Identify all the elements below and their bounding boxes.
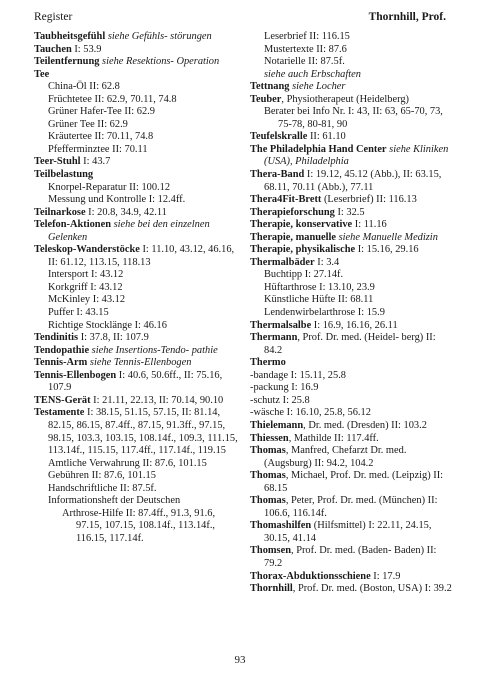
index-term: Thomashilfen bbox=[250, 520, 312, 532]
index-entry bbox=[250, 257, 456, 270]
index-locators: Intersport I: 43.12 bbox=[48, 269, 124, 281]
index-entry bbox=[34, 194, 240, 207]
index-entry bbox=[34, 470, 240, 483]
cross-reference: siehe Kliniken (USA), Philadelphia bbox=[264, 143, 449, 168]
index-term: Testamente bbox=[34, 407, 85, 419]
index-locators: Korkgriff I: 43.12 bbox=[48, 281, 123, 293]
index-locators: China-Öl II: 62.8 bbox=[48, 81, 120, 93]
index-entry bbox=[34, 370, 240, 395]
index-term: Tendopathie bbox=[34, 344, 90, 356]
index-entry bbox=[250, 307, 456, 320]
index-entry bbox=[250, 69, 456, 82]
index-term: Thermalsalbe bbox=[250, 319, 312, 331]
cross-reference: siehe bei den einzelnen Gelenken bbox=[48, 219, 210, 243]
index-locators: (Hilfsmittel) I: 22.11, 24.15, 30.15, 41.14 bbox=[264, 520, 432, 544]
index-locators: I: 43.7 bbox=[80, 156, 111, 168]
index-locators: I: 11.16 bbox=[352, 219, 387, 231]
index-entry bbox=[250, 81, 456, 94]
index-locators: Notarielle II: 87.5f. bbox=[264, 56, 345, 68]
index-term: Therapie, konservative bbox=[250, 219, 353, 231]
index-term: Telefon-Aktionen bbox=[34, 219, 111, 231]
index-locators: I: 3.4 bbox=[314, 256, 340, 268]
index-entry bbox=[250, 194, 456, 207]
index-entry bbox=[250, 106, 456, 131]
index-locators: Informationsheft der Deutschen bbox=[48, 495, 181, 507]
index-entry bbox=[34, 119, 240, 132]
index-entry bbox=[250, 332, 456, 357]
index-locators: , Mathilde II: 117.4ff. bbox=[288, 432, 379, 444]
index-term: Thomas bbox=[250, 470, 286, 482]
index-term: Tettnang bbox=[250, 81, 290, 93]
index-locators: I: 16.9, 16.16, 26.11 bbox=[311, 319, 398, 331]
index-locators: I: 21.11, 22.13, II: 70.14, 90.10 bbox=[90, 394, 224, 406]
index-locators: Grüner Tee II: 62.9 bbox=[48, 118, 128, 130]
index-locators: Puffer I: 43.15 bbox=[48, 307, 109, 319]
running-head-right: Thornhill, Prof. bbox=[368, 11, 446, 23]
index-term: Teilbelastung bbox=[34, 169, 94, 181]
index-entry bbox=[34, 269, 240, 282]
index-entry bbox=[250, 520, 456, 545]
index-locators: I: 19.12, 45.12 (Abb.), II: 63.15, 68.11, 70.11 (Abb.), 77.11 bbox=[264, 169, 442, 193]
index-entry bbox=[250, 282, 456, 295]
index-entry bbox=[34, 31, 240, 44]
index-entry bbox=[250, 131, 456, 144]
index-term: Teilnarkose bbox=[34, 206, 86, 218]
index-column-right bbox=[250, 31, 456, 596]
cross-reference: siehe Manuelle Medizin bbox=[338, 231, 438, 243]
index-entry bbox=[34, 320, 240, 333]
index-entry bbox=[34, 282, 240, 295]
index-entry bbox=[250, 571, 456, 584]
index-locators: I: 40.6, 50.6ff., II: 75.16, 107.9 bbox=[48, 369, 223, 394]
index-entry bbox=[250, 207, 456, 220]
index-entry bbox=[34, 495, 240, 508]
index-locators: I: 11.10, 43.12, 46.16, II: 61.12, 113.15, 118.13 bbox=[48, 244, 235, 268]
index-entry bbox=[34, 131, 240, 144]
index-term: Thielemann bbox=[250, 419, 304, 431]
index-entry bbox=[250, 357, 456, 370]
index-entry bbox=[250, 395, 456, 408]
index-entry bbox=[250, 56, 456, 69]
index-entry bbox=[250, 470, 456, 495]
index-entry bbox=[250, 370, 456, 383]
page-number: 93 bbox=[234, 654, 246, 666]
index-entry bbox=[250, 94, 456, 107]
index-entry bbox=[34, 508, 240, 546]
index-entry bbox=[250, 407, 456, 420]
index-entry bbox=[250, 169, 456, 194]
index-entry bbox=[34, 458, 240, 471]
index-term: Tennis-Arm bbox=[34, 357, 88, 369]
index-locators: Mustertexte II: 87.6 bbox=[264, 43, 347, 55]
index-entry bbox=[34, 182, 240, 195]
index-entry bbox=[250, 382, 456, 395]
index-locators: I: 37.8, II: 107.9 bbox=[78, 332, 149, 344]
index-locators: I: 53.9 bbox=[71, 43, 102, 55]
index-entry bbox=[34, 244, 240, 269]
index-entry bbox=[250, 495, 456, 520]
index-locators: I: 20.8, 34.9, 42.11 bbox=[85, 206, 167, 218]
index-locators: I: 38.15, 51.15, 57.15, II: 81.14, 82.15, 86.15, 87.4ff., 87.15, 91.3ff., 97.15, 98.15, 103.3, 103.15, 108.14f., 109.3, 111.15, 113.14f., 115.15, 117.4ff., 117.14f., 119.15 bbox=[48, 407, 238, 457]
index-entry bbox=[250, 144, 456, 169]
index-entry bbox=[34, 144, 240, 157]
index-entry bbox=[250, 545, 456, 570]
index-term: Teufelskralle bbox=[250, 131, 308, 143]
index-locators: Buchtipp I: 27.14f. bbox=[264, 269, 344, 281]
index-locators: Grüner Hafer-Tee II: 62.9 bbox=[48, 106, 155, 118]
index-term: Tennis-Ellenbogen bbox=[34, 369, 117, 381]
index-entry bbox=[34, 395, 240, 408]
index-entry bbox=[34, 56, 240, 69]
cross-reference: siehe Tennis-Ellenbogen bbox=[89, 357, 192, 369]
index-locators: I: 32.5 bbox=[334, 206, 365, 218]
index-term: Therapieforschung bbox=[250, 206, 335, 218]
index-locators: Amtliche Verwahrung II: 87.6, 101.15 bbox=[48, 457, 207, 469]
index-entry bbox=[34, 357, 240, 370]
index-entry bbox=[34, 94, 240, 107]
index-locators: Berater bei Info Nr. I: 43, II: 63, 65-70, 73, 75-78, 80-81, 90 bbox=[264, 106, 443, 130]
index-entry bbox=[34, 407, 240, 457]
index-entry bbox=[250, 219, 456, 232]
cross-reference: siehe auch Erbschaften bbox=[264, 68, 361, 80]
index-entry bbox=[250, 583, 456, 596]
index-locators: , Physiotherapeut (Heidelberg) bbox=[281, 93, 410, 105]
index-locators: Hüftarthrose I: 13.10, 23.9 bbox=[264, 281, 375, 293]
index-entry bbox=[250, 294, 456, 307]
index-term: Tee bbox=[34, 68, 50, 80]
index-term: Taubheitsgefühl bbox=[34, 31, 106, 42]
index-entry bbox=[34, 332, 240, 345]
index-entry bbox=[250, 31, 456, 44]
index-entry bbox=[250, 433, 456, 446]
index-entry bbox=[250, 232, 456, 245]
index-entry bbox=[34, 69, 240, 82]
page-header bbox=[34, 11, 446, 27]
index-term: Teleskop-Wanderstöcke bbox=[34, 244, 140, 256]
index-locators: , Manfred, Chefarzt Dr. med. (Augsburg) II: 94.2, 104.2 bbox=[264, 445, 407, 469]
index-column-left bbox=[34, 31, 240, 545]
index-locators: Messung und Kontrolle I: 12.4ff. bbox=[48, 194, 186, 206]
index-entry bbox=[34, 219, 240, 244]
index-term: Tauchen bbox=[34, 43, 72, 55]
index-entry bbox=[34, 81, 240, 94]
index-locators: II: 61.10 bbox=[307, 131, 346, 143]
index-entry bbox=[250, 320, 456, 333]
cross-reference: siehe Gefühls- störungen bbox=[107, 31, 212, 42]
index-term: Thomsen bbox=[250, 545, 291, 557]
index-locators: , Peter, Prof. Dr. med. (München) II: 106.6, 116.14f. bbox=[264, 495, 438, 519]
index-locators: I: 15.16, 29.16 bbox=[355, 244, 419, 256]
index-term: TENS-Gerät bbox=[34, 394, 91, 406]
index-term: Thermalbäder bbox=[250, 256, 315, 268]
index-entry bbox=[34, 207, 240, 220]
index-locators: , Prof. Dr. med. (Boston, USA) I: 39.2 bbox=[292, 583, 452, 595]
index-term: Thornhill bbox=[250, 583, 293, 595]
index-entry bbox=[250, 269, 456, 282]
index-term: Thomas bbox=[250, 495, 286, 507]
index-entry bbox=[250, 44, 456, 57]
running-head-left: Register bbox=[34, 11, 73, 23]
index-locators: Lendenwirbelarthrose I: 15.9 bbox=[264, 307, 385, 319]
index-entry bbox=[250, 445, 456, 470]
index-entry bbox=[34, 345, 240, 358]
index-locators: Früchtetee II: 62.9, 70.11, 74.8 bbox=[48, 93, 177, 105]
index-term: Thorax-Abduktionsschiene bbox=[250, 570, 371, 582]
index-locators: McKinley I: 43.12 bbox=[48, 294, 126, 306]
index-entry bbox=[250, 420, 456, 433]
index-term: Therapie, manuelle bbox=[250, 231, 337, 243]
index-locators: , Prof. Dr. med. (Heidel- berg) II: 84.2 bbox=[264, 332, 436, 356]
index-term: Thomas bbox=[250, 445, 286, 457]
index-term: Tendinitis bbox=[34, 332, 79, 344]
index-locators: (Leserbrief) II: 116.13 bbox=[321, 194, 417, 206]
index-locators: Pfefferminztee II: 70.11 bbox=[48, 143, 148, 155]
index-locators: , Michael, Prof. Dr. med. (Leipzig) II: 68.15 bbox=[264, 470, 444, 494]
index-locators: -packung I: 16.9 bbox=[250, 382, 319, 394]
index-locators: Gebühren II: 87.6, 101.15 bbox=[48, 470, 156, 482]
index-locators: Handschriftliche II: 87.5f. bbox=[48, 482, 157, 494]
index-locators: -wäsche I: 16.10, 25.8, 56.12 bbox=[250, 407, 371, 419]
index-locators: Künstliche Hüfte II: 68.11 bbox=[264, 294, 374, 306]
index-locators: , Prof. Dr. med. (Baden- Baden) II: 79.2 bbox=[264, 545, 437, 569]
index-term: The Philadelphia Hand Center bbox=[250, 143, 387, 155]
index-entry bbox=[34, 44, 240, 57]
cross-reference: siehe Locher bbox=[292, 81, 346, 93]
index-entry bbox=[250, 244, 456, 257]
index-term: Teilentfernung bbox=[34, 56, 100, 68]
index-entry bbox=[34, 307, 240, 320]
index-term: Thiessen bbox=[250, 432, 289, 444]
index-term: Teer-Stuhl bbox=[34, 156, 81, 168]
index-locators: Knorpel-Reparatur II: 100.12 bbox=[48, 181, 171, 193]
index-term: Teuber bbox=[250, 93, 282, 105]
index-locators: Leserbrief II: 116.15 bbox=[264, 31, 350, 42]
index-locators: , Dr. med. (Dresden) II: 103.2 bbox=[303, 419, 427, 431]
index-locators: Arthrose-Hilfe II: 87.4ff., 91.3, 91.6, 97.15, 107.15, 108.14f., 113.14f., 116.15, 117.14f. bbox=[62, 507, 216, 544]
index-term: Thera-Band bbox=[250, 169, 305, 181]
index-entry bbox=[34, 294, 240, 307]
cross-reference: siehe Resektions- Operation bbox=[102, 56, 220, 68]
index-entry bbox=[34, 169, 240, 182]
cross-reference: siehe Insertions-Tendo- pathie bbox=[91, 344, 218, 356]
index-term: Thermann bbox=[250, 332, 298, 344]
index-term: Therapie, physikalische bbox=[250, 244, 356, 256]
index-term: Thera4Fit-Brett bbox=[250, 194, 322, 206]
index-term: Thermo bbox=[250, 357, 286, 369]
index-entry bbox=[34, 156, 240, 169]
index-locators: Richtige Stocklänge I: 46.16 bbox=[48, 319, 167, 331]
index-entry bbox=[34, 483, 240, 496]
index-locators: -bandage I: 15.11, 25.8 bbox=[250, 369, 346, 381]
index-entry bbox=[34, 106, 240, 119]
index-locators: Kräutertee II: 70.11, 74.8 bbox=[48, 131, 154, 143]
index-locators: I: 17.9 bbox=[370, 570, 401, 582]
index-locators: -schutz I: 25.8 bbox=[250, 394, 310, 406]
